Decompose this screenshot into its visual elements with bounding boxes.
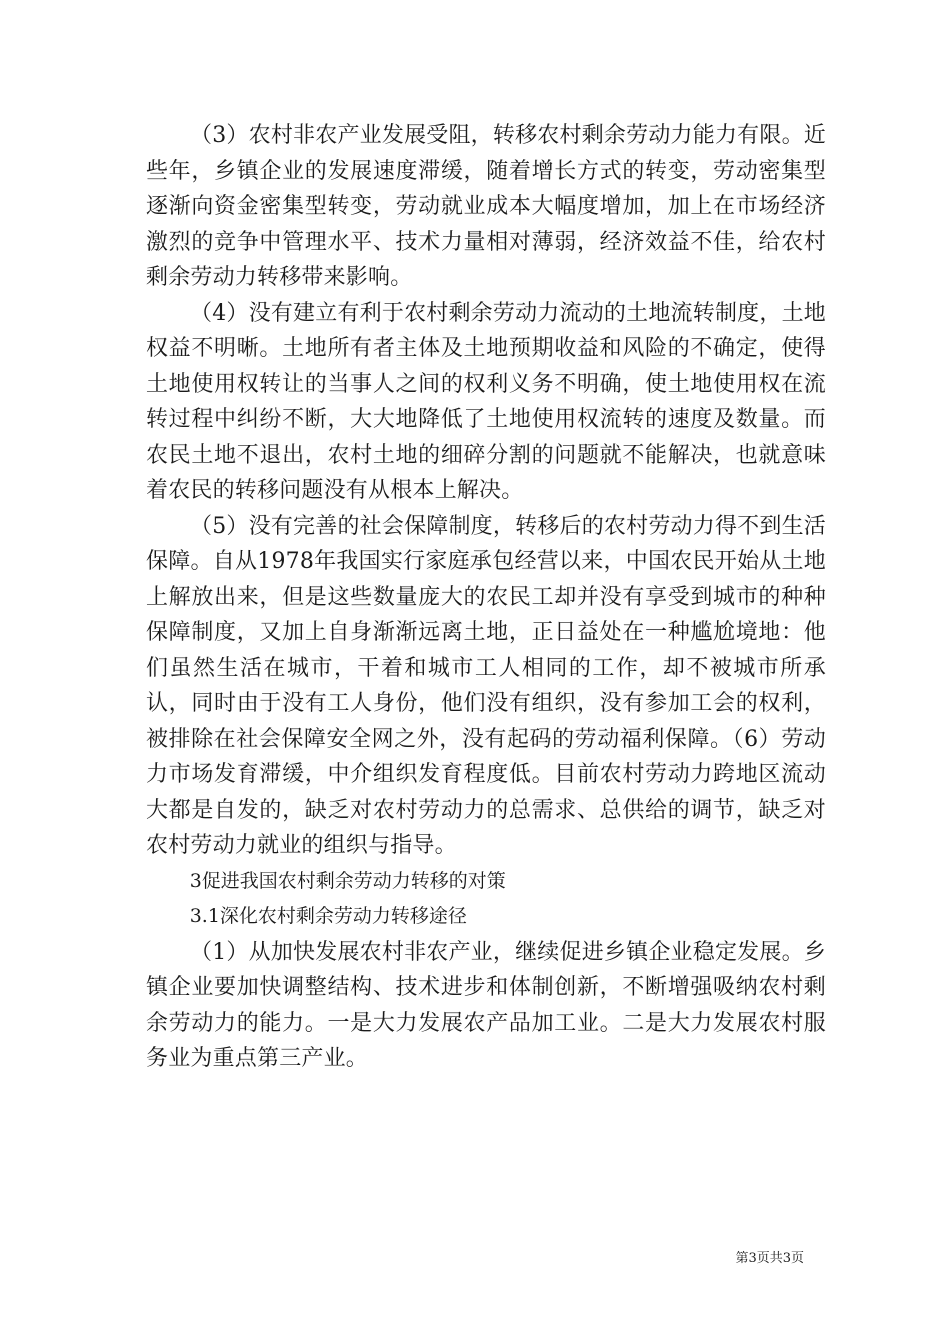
paragraph-social-security: （5）没有完善的社会保障制度，转移后的农村劳动力得不到生活保障。自从1978年我国实行家庭承包经营以来，中国农民开始从土地上解放出来，但是这些数量庞大的农民工却并没有享受到城市的种种保障制度，又加上自身渐渐远离土地，正日益处在一种尴尬境地：他们虽然生活在城市，干着和城市工人相同的工作，却不被城市所承认，同时由于没有工人身份，他们没有组织，没有参加工会的权利，被排除在社会保障安全网之外，没有起码的劳动福利保障。（6）劳动力市场发育滞缓，中介组织发育程度低。目前农村劳动力跨地区流动大都是自发的，缺乏对农村劳动力的总需求、总供给的调节，缺乏对农村劳动力就业的组织与指导。 [146, 513, 826, 858]
body-text [146, 118, 826, 1077]
paragraph-land-transfer: （4）没有建立有利于农村剩余劳动力流动的土地流转制度，土地权益不明晰。土地所有者主体及土地预期收益和风险的不确定，使得土地使用权转让的当事人之间的权利义务不明确，使土地使用权在流转过程中纠纷不断，大大地降低了土地使用权流转的速度及数量。而农民土地不退出，农村土地的细碎分割的问题就不能解决，也就意味着农民的转移问题没有从根本上解决。 [146, 300, 826, 503]
subsection-heading: 3.1深化农村剩余劳动力转移途径 [189, 905, 467, 927]
page-footer: 第3页共3页 [735, 1251, 804, 1266]
paragraph-rural-industry: （3）农村非农产业发展受阻，转移农村剩余劳动力能力有限。近些年，乡镇企业的发展速度滞缓，随着增长方式的转变，劳动密集型逐渐向资金密集型转变，劳动就业成本大幅度增加，加上在市场经济激烈的竞争中管理水平、技术力量相对薄弱，经济效益不佳，给农村剩余劳动力转移带来影响。 [146, 123, 826, 290]
section-heading: 3促进我国农村剩余劳动力转移的对策 [189, 869, 506, 892]
paragraph-township-enterprises: （1）从加快发展农村非农产业，继续促进乡镇企业稳定发展。乡镇企业要加快调整结构、技术进步和体制创新，不断增强吸纳农村剩余劳动力的能力。一是大力发展农产品加工业。二是大力发展农村服务业为重点第三产业。 [146, 939, 826, 1071]
